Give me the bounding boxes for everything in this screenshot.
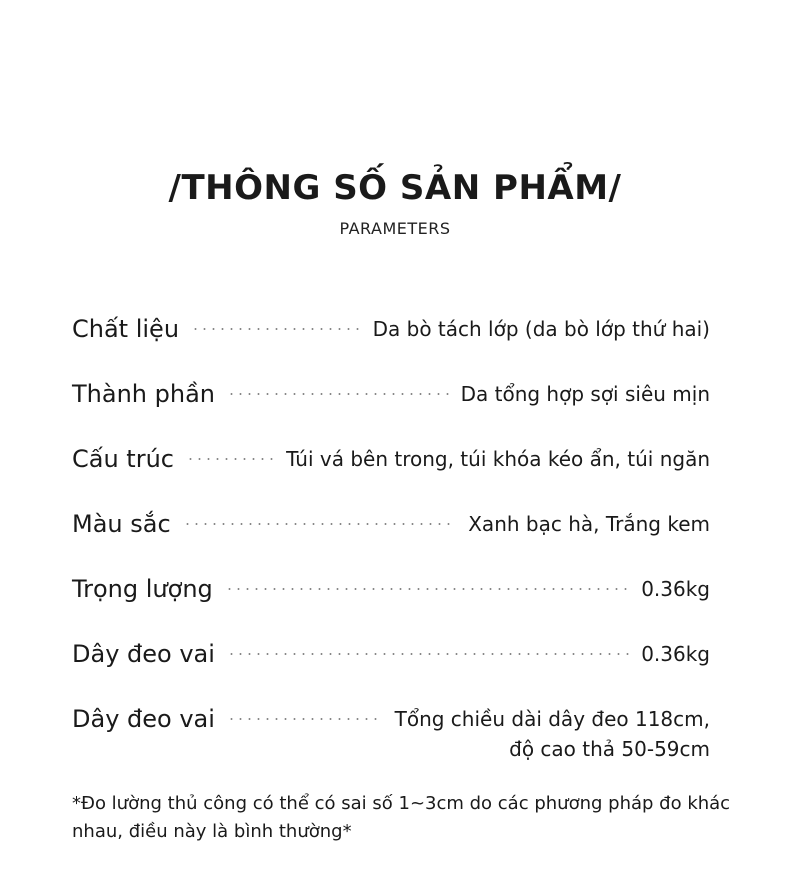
spec-row-composition <box>72 378 710 410</box>
spec-value <box>468 508 710 539</box>
spec-value-line: Tổng chiều dài dây đeo 118cm, <box>394 707 710 731</box>
dot-leader <box>227 703 383 735</box>
dot-leader <box>227 378 449 410</box>
dot-leader <box>191 313 361 345</box>
spec-label: Màu sắc <box>72 510 171 538</box>
spec-label: Dây đeo vai <box>72 705 215 733</box>
spec-value <box>373 313 710 344</box>
spec-value <box>395 703 710 764</box>
spec-row-structure <box>72 443 710 475</box>
spec-value <box>286 443 710 474</box>
spec-row-color <box>72 508 710 540</box>
spec-label: Thành phần <box>72 380 215 408</box>
page-title: /THÔNG SỐ SẢN PHẨM/ <box>168 168 622 208</box>
dot-leader <box>183 508 457 540</box>
measurement-note: *Đo lường thủ công có thể có sai số 1~3cm do các phương pháp đo khác nhau, điều này là bình thường* <box>72 793 731 842</box>
spec-value <box>641 638 710 669</box>
spec-value-line: độ cao thả 50-59cm <box>509 737 710 761</box>
spec-label: Trọng lượng <box>72 575 213 603</box>
dot-leader <box>227 638 629 670</box>
spec-row-material <box>72 313 710 345</box>
dot-leader <box>186 443 274 475</box>
spec-value-line: Túi vá bên trong, túi khóa kéo ẩn, túi ngăn <box>286 447 710 471</box>
spec-value-line: Da tổng hợp sợi siêu mịn <box>460 382 710 406</box>
spec-label: Dây đeo vai <box>72 640 215 668</box>
spec-row-strap-length <box>72 703 710 764</box>
spec-row-weight <box>72 573 710 605</box>
spec-value-line: Xanh bạc hà, Trắng kem <box>468 512 710 536</box>
spec-row-strap-weight <box>72 638 710 670</box>
dot-leader <box>225 573 629 605</box>
spec-value-line: Da bò tách lớp (da bò lớp thứ hai) <box>372 317 710 341</box>
spec-value <box>461 378 710 409</box>
spec-value <box>641 573 710 604</box>
page-subtitle: PARAMETERS <box>339 219 451 238</box>
spec-label: Cấu trúc <box>72 445 174 473</box>
spec-value-line: 0.36kg <box>641 642 710 666</box>
spec-value-line: 0.36kg <box>641 577 710 601</box>
spec-label: Chất liệu <box>72 315 180 343</box>
